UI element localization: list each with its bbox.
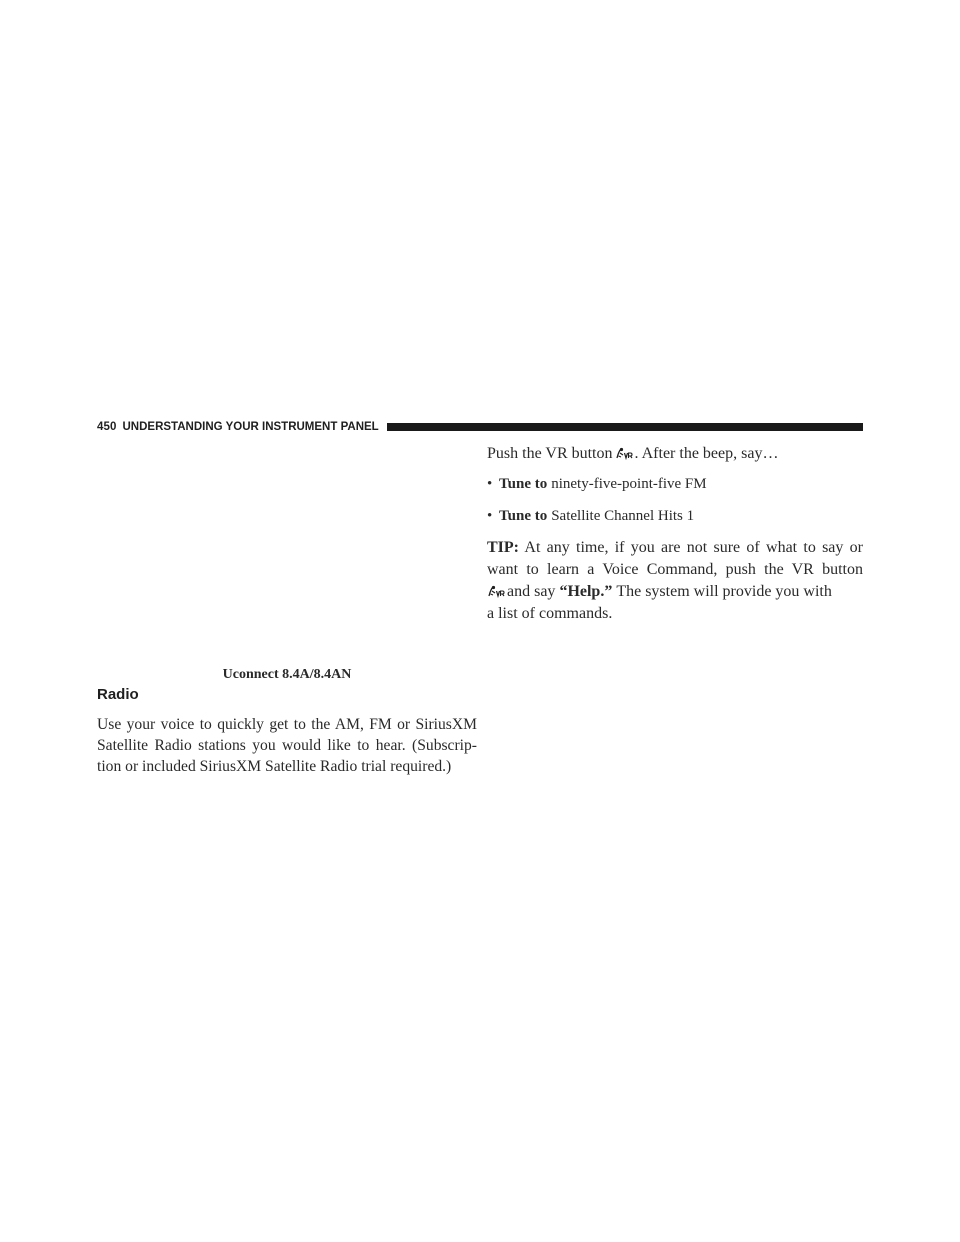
bullet-icon: • [487,508,493,524]
tip-line-1-text: At any time, if you are not sure of what to say or [524,539,863,556]
tip-label: TIP: [487,539,519,556]
page-number: 450 [97,421,117,433]
radio-line-1: Use your voice to quickly get to the AM, FM or SiriusXM [97,716,477,733]
section-title: UNDERSTANDING YOUR INSTRUMENT PANEL [122,421,379,433]
right-column [487,443,863,625]
command-text: ninety-five-point-five FM [551,476,707,492]
tip-line-4: a list of commands. [487,605,613,622]
radio-line-2: Satellite Radio stations you would like to hear. (Subscrip- [97,737,477,754]
voice-recognition-icon [487,585,505,599]
vr-intro [487,443,863,465]
tip-line-1 [487,537,863,559]
bullet-icon: • [487,476,493,492]
voice-recognition-icon [615,447,633,461]
list-item [487,505,863,527]
radio-heading: Radio [97,686,139,703]
radio-line-3: tion or included SiriusXM Satellite Radio trial required.) [97,758,452,775]
command-label: Tune to [499,476,548,492]
page-header [97,420,863,434]
tip-line-3 [487,581,863,603]
vr-intro-before: Push the VR button [487,445,613,462]
tip-line-3-before: and say [507,583,556,600]
vr-intro-after: . After the beep, say… [634,445,779,462]
tip-paragraph [487,537,863,625]
tip-help-command: “Help.” [559,583,613,600]
tip-line-2: want to learn a Voice Command, push the VR button [487,561,863,578]
radio-paragraph [97,714,477,777]
figure-caption: Uconnect 8.4A/8.4AN [222,667,352,682]
tip-line-3-after: The system will provide you with [616,583,832,600]
command-text: Satellite Channel Hits 1 [551,508,695,524]
command-label: Tune to [499,508,548,524]
header-rule [387,423,863,431]
command-list [487,473,863,527]
list-item [487,473,863,495]
